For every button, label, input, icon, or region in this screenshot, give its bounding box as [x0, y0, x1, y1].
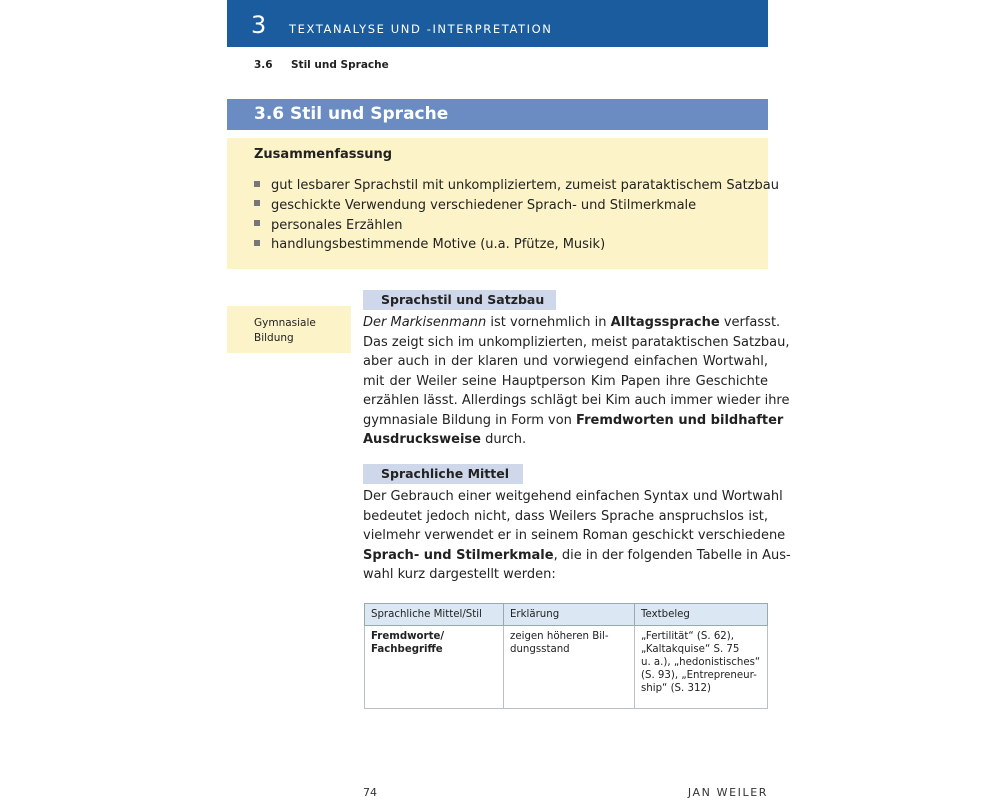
summary-title: Zusammenfassung: [254, 147, 393, 162]
section-title: 3.6 Stil und Sprache: [254, 104, 449, 124]
section-title-bar: [227, 99, 768, 130]
table-header-cell: Erklärung: [504, 604, 635, 626]
running-head-number: 3.6: [254, 59, 273, 71]
table-cell: Fremdworte/ Fachbegriffe: [365, 626, 504, 709]
table-cell: zeigen höheren Bil- dungsstand: [504, 626, 635, 709]
paragraph-sprachliche-mittel: [363, 487, 791, 585]
running-head: [254, 59, 389, 71]
paragraph-sprachstil: [363, 313, 790, 450]
text-line: aber auch in der klaren und vorwiegend einfachen Wortwahl,: [363, 354, 768, 369]
text-line: wahl kurz dargestellt werden:: [363, 567, 556, 582]
table-cell: „Fertilität“ (S. 62), „Kaltakquise“ S. 75 u. a.), „hedonistisches“ (S. 93), „Entrepreneur- ship“ (S. 312): [635, 626, 768, 709]
chapter-number: 3: [251, 11, 267, 39]
table-header-cell: Sprachliche Mittel/Stil: [365, 604, 504, 626]
table-header-row: [365, 604, 768, 626]
text-line: bedeutet jedoch nicht, dass Weilers Sprache anspruchslos ist,: [363, 508, 768, 524]
summary-item: geschickte Verwendung verschiedener Sprach- und Stilmerkmale: [254, 196, 779, 216]
margin-note: [227, 306, 351, 353]
subheading-sprachliche-mittel: Sprachliche Mittel: [363, 464, 523, 484]
text-line: erzählen lässt. Allerdings schlägt bei Kim auch immer wieder ihre: [363, 393, 790, 408]
author-name: JAN WEILER: [687, 786, 768, 799]
subheading-sprachstil: Sprachstil und Satzbau: [363, 290, 556, 310]
style-table: [364, 603, 768, 709]
bullet-icon: [254, 181, 260, 187]
text-line: Der Gebrauch einer weitgehend einfachen Syntax und Wortwahl: [363, 489, 783, 504]
bullet-icon: [254, 220, 260, 226]
page-number: 74: [363, 786, 377, 799]
text-line: vielmehr verwendet er in seinem Roman geschickt verschiedene: [363, 528, 786, 543]
summary-item: personales Erzählen: [254, 216, 779, 236]
summary-item: gut lesbarer Sprachstil mit unkompliziertem, zumeist parataktischem Satzbau: [254, 176, 779, 196]
summary-box: [227, 138, 779, 269]
text-line: Der Markisenmann ist vornehmlich in Alltagssprache verfasst.: [363, 315, 781, 330]
text-line: Ausdrucksweise durch.: [363, 432, 527, 447]
summary-list: [254, 176, 779, 255]
text-line: gymnasiale Bildung in Form von Fremdworten und bildhafter: [363, 412, 784, 428]
chapter-title: TEXTANALYSE UND -INTERPRETATION: [289, 22, 553, 36]
text-line: Sprach- und Stilmerkmale, die in der folgenden Tabelle in Aus-: [363, 547, 791, 563]
chapter-header-bar: [227, 0, 768, 47]
summary-item: handlungsbestimmende Motive (u.a. Pfütze, Musik): [254, 235, 779, 255]
bullet-icon: [254, 200, 260, 206]
table-row: [365, 626, 768, 709]
table-header-cell: Textbeleg: [635, 604, 768, 626]
bullet-icon: [254, 240, 260, 246]
text-line: mit der Weiler seine Hauptperson Kim Papen ihre Geschichte: [363, 373, 768, 389]
running-head-title: Stil und Sprache: [291, 59, 389, 71]
text-line: Das zeigt sich im unkomplizierten, meist parataktischen Satzbau,: [363, 334, 790, 350]
margin-note-text: Gymnasiale Bildung: [254, 317, 316, 344]
